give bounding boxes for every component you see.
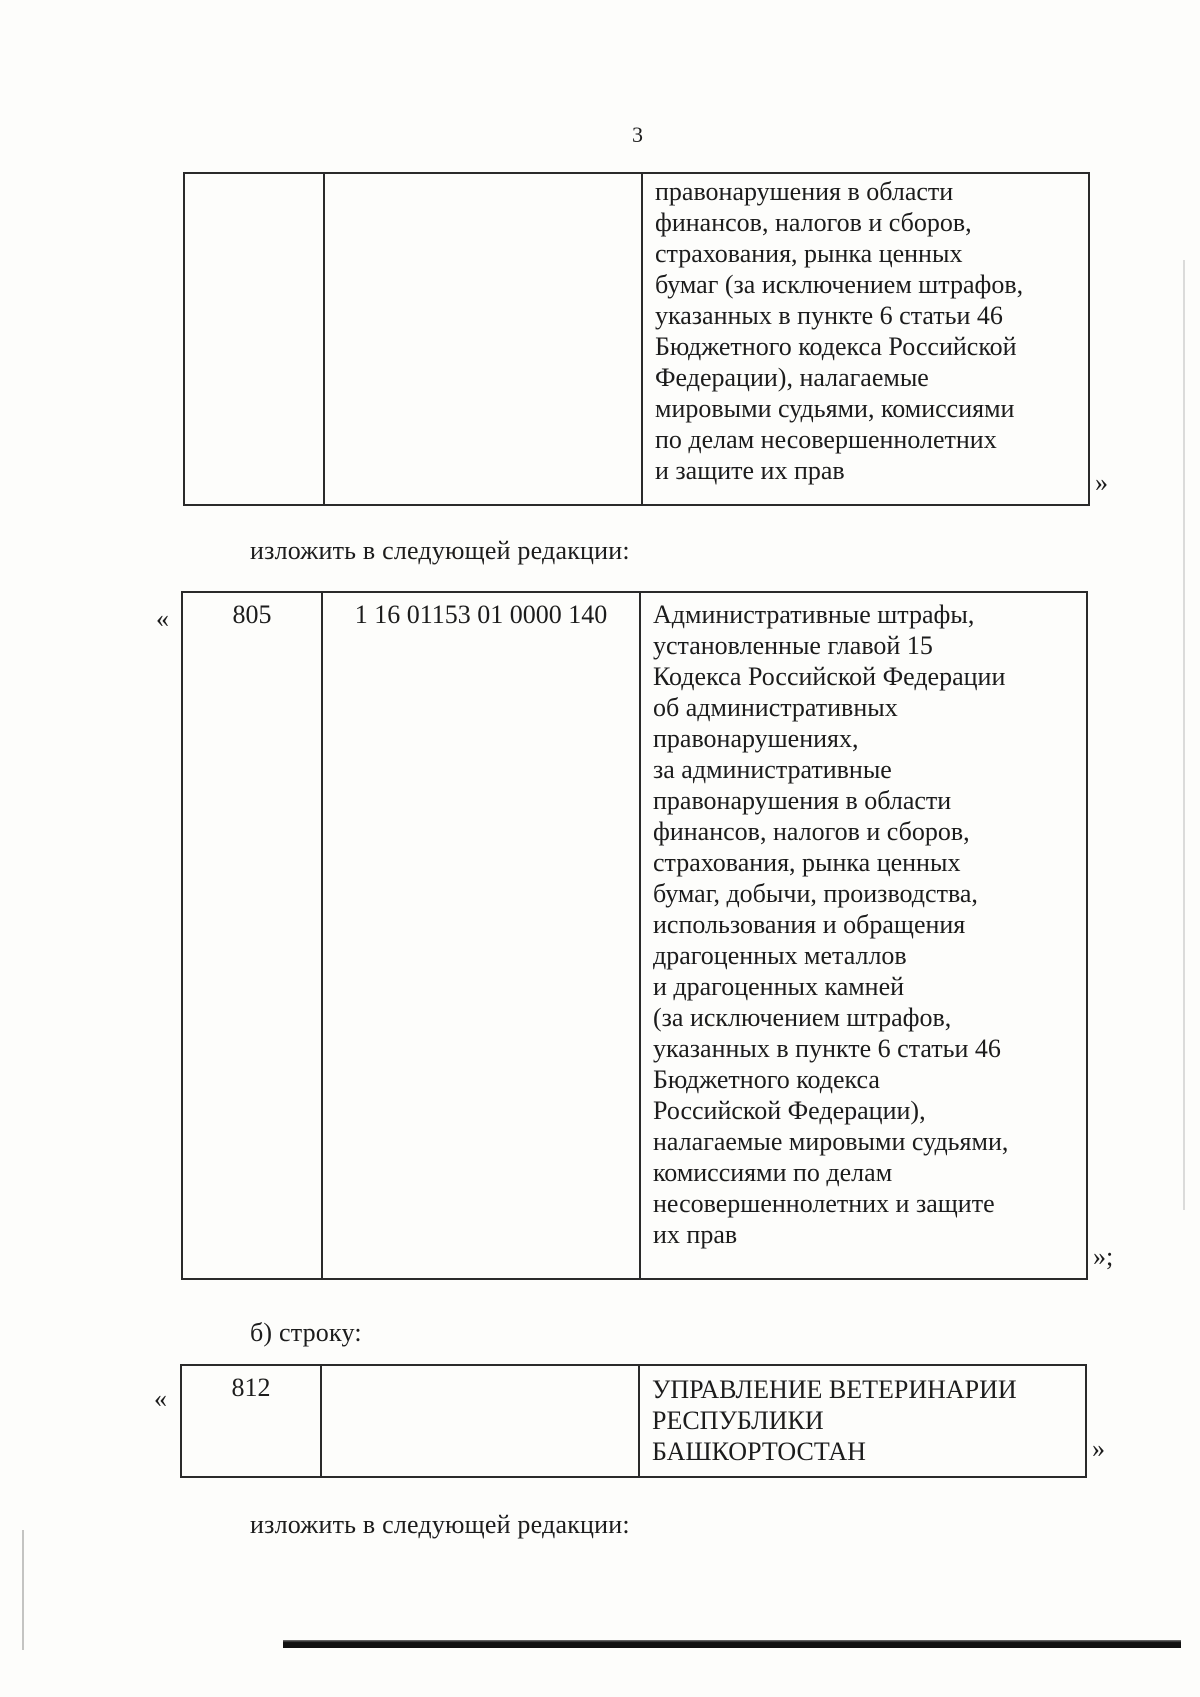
name-line: указанных в пункте 6 статьи 46 (653, 1034, 1001, 1063)
name-line: мировыми судьями, комиссиями (655, 394, 1015, 423)
budget-table-fragment (183, 172, 1090, 506)
name-line: использования и обращения (653, 910, 966, 939)
name-line: страхования, рынка ценных (655, 239, 963, 268)
subitem-paragraph: б) строку: (250, 1318, 362, 1347)
name-line: и защите их прав (655, 456, 845, 485)
name-line: указанных в пункте 6 статьи 46 (655, 301, 1003, 330)
name-line: за административные (653, 755, 892, 784)
instruction-paragraph: изложить в следующей редакции: (250, 1510, 630, 1539)
name-line: правонарушениях, (653, 724, 859, 753)
name-line: установленные главой 15 (653, 631, 933, 660)
name-line: (за исключением штрафов, (653, 1003, 952, 1032)
kbk-cell (321, 1365, 639, 1477)
name-line: бумаг, добычи, производства, (653, 879, 978, 908)
kbk-cell: 1 16 01153 01 0000 140 (322, 592, 640, 1279)
name-line: комиссиями по делам (653, 1158, 893, 1187)
name-line: БАШКОРТОСТАН (652, 1437, 866, 1466)
closing-quote: » (1092, 1434, 1105, 1463)
name-line: Российской Федерации), (653, 1096, 926, 1125)
name-line: правонарушения в области (655, 177, 954, 206)
admin-code-cell: 805 (182, 592, 322, 1279)
instruction-paragraph: изложить в следующей редакции: (250, 536, 630, 565)
scan-edge-line (283, 1640, 1181, 1648)
name-line: УПРАВЛЕНИЕ ВЕТЕРИНАРИИ (652, 1375, 1017, 1404)
name-line: финансов, налогов и сборов, (653, 817, 970, 846)
name-line: Административные штрафы, (653, 600, 975, 629)
name-line: и драгоценных камней (653, 972, 905, 1001)
name-line: Бюджетного кодекса Российской (655, 332, 1017, 361)
page-number: 3 (632, 122, 643, 147)
name-line: налагаемые мировыми судьями, (653, 1127, 1009, 1156)
income-name-cell (640, 592, 1087, 1279)
name-line: их прав (653, 1220, 738, 1249)
name-line: Кодекса Российской Федерации (653, 662, 1006, 691)
name-line: по делам несовершеннолетних (655, 425, 997, 454)
name-line: об административных (653, 693, 898, 722)
closing-quote: » (1095, 468, 1108, 497)
closing-quote: »; (1093, 1242, 1114, 1271)
name-line: Федерации), налагаемые (655, 363, 929, 392)
opening-quote: « (156, 604, 169, 633)
admin-code-cell (184, 173, 324, 505)
admin-code-cell: 812 (181, 1365, 321, 1477)
name-line: финансов, налогов и сборов, (655, 208, 972, 237)
budget-table-new-row (181, 591, 1088, 1280)
name-line: несовершеннолетних и защите (653, 1189, 995, 1218)
opening-quote: « (154, 1384, 167, 1413)
agency-name-cell (639, 1365, 1086, 1477)
name-line: драгоценных металлов (653, 941, 907, 970)
name-line: бумаг (за исключением штрафов, (655, 270, 1024, 299)
scan-edge-mark (1183, 260, 1185, 1210)
name-line: Бюджетного кодекса (653, 1065, 880, 1094)
name-line: правонарушения в области (653, 786, 952, 815)
budget-table-agency-row (180, 1364, 1087, 1478)
name-line: страхования, рынка ценных (653, 848, 961, 877)
name-line: РЕСПУБЛИКИ (652, 1406, 824, 1435)
scan-edge-mark (22, 1530, 24, 1650)
kbk-cell (324, 173, 642, 505)
income-name-cell (642, 173, 1089, 505)
